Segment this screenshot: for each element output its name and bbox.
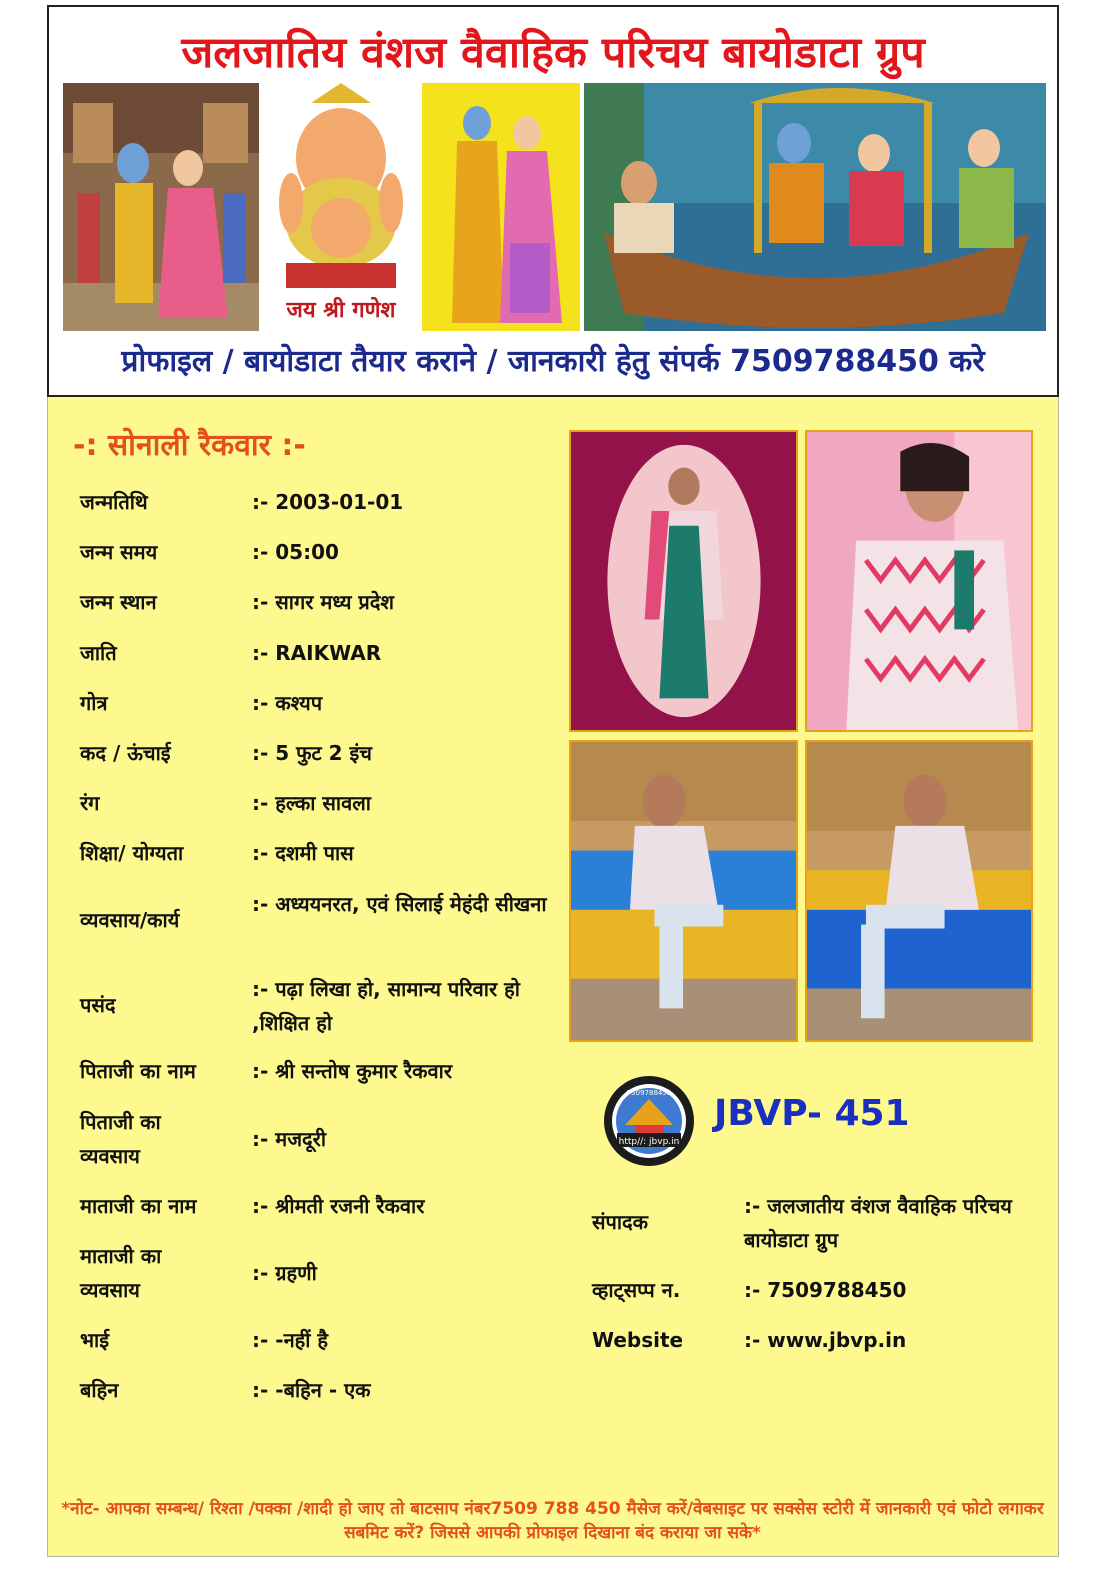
height-value: :- 5 फुट 2 इंच (252, 741, 373, 765)
complexion-value: :- हल्का सावला (252, 791, 371, 815)
footer-note: *नोट- आपका सम्बन्ध/ रिश्ता /पक्का /शादी हो जाए तो बाटसाप नंबर7509 788 450 मैसेज करें/वेबसाइट पर सक्सेस स्टोरी में जानकारी एवं फोटो लगाकर सबमिट करें? जिससे आपकी प्रोफाइल दिखाना बंद कराया जा सके* (61, 1499, 1044, 1543)
sister-label: बहिन (80, 1378, 119, 1402)
candidate-photo-3 (569, 740, 798, 1042)
website-link[interactable]: :- www.jbvp.in (744, 1328, 907, 1352)
contact-banner: प्रोफाइल / बायोडाटा तैयार कराने / जानकारी हेतु संपर्क 7509788450 करे (121, 344, 985, 379)
birth-time-value: :- 05:00 (252, 540, 339, 564)
gotra-label: गोत्र (80, 691, 108, 715)
caste-label: जाति (80, 641, 117, 665)
education-label: शिक्षा/ योग्यता (80, 841, 184, 865)
father-occupation-value: :- मजदूरी (252, 1127, 327, 1151)
complexion-label: रंग (80, 791, 100, 815)
preference-value: :- पढ़ा लिखा हो, सामान्य परिवार हो ,शिक्षित हो (252, 977, 520, 1035)
group-title: जलजातिय वंशज वैवाहिक परिचय बायोडाटा ग्रुप (181, 28, 925, 78)
logo-url-text: http//: jbvp.in (618, 1137, 680, 1147)
candidate-photo-1 (569, 430, 798, 732)
mother-name-label: माताजी का नाम (80, 1194, 197, 1218)
header-banner (47, 5, 1059, 397)
birth-place-value: :- सागर मध्य प्रदेश (252, 590, 395, 614)
father-name-value: :- श्री सन्तोष कुमार रैकवार (252, 1059, 453, 1083)
jbvp-logo (603, 1075, 695, 1167)
sister-value: :- -बहिन - एक (252, 1378, 371, 1402)
mother-occupation-value: :- ग्रहणी (252, 1261, 317, 1285)
editor-value: :- जलजातीय वंशज वैवाहिक परिचय बायोडाटा ग्रुप (744, 1194, 1012, 1252)
mother-name-value: :- श्रीमती रजनी रैकवार (252, 1194, 425, 1218)
father-name-label: पिताजी का नाम (80, 1059, 196, 1083)
dob-value: :- 2003-01-01 (252, 490, 404, 514)
brother-value: :- -नहीं है (252, 1328, 329, 1352)
birth-time-label: जन्म समय (80, 540, 158, 564)
mother-occupation-label: माताजी का व्यवसाय (80, 1244, 162, 1302)
occupation-label: व्यवसाय/कार्य (80, 908, 180, 932)
boat-scene-image (584, 83, 1046, 331)
birth-place-label: जन्म स्थान (80, 590, 157, 614)
whatsapp-value: :- 7509788450 (744, 1278, 907, 1302)
candidate-name-heading: -: सोनाली रैकवार :- (73, 428, 306, 463)
height-label: कद / ऊंचाई (80, 741, 171, 765)
dob-label: जन्मतिथि (80, 490, 148, 514)
candidate-photo-4 (805, 740, 1033, 1042)
caste-value: :- RAIKWAR (252, 641, 382, 665)
education-value: :- दशमी पास (252, 841, 354, 865)
website-label: Website (592, 1328, 684, 1352)
ram-sita-standing-image (422, 83, 580, 331)
logo-phone-text: 7509788450 (626, 1089, 672, 1097)
ganesh-image (261, 83, 421, 293)
brother-label: भाई (80, 1328, 110, 1352)
profile-code: JBVP- 451 (714, 1093, 910, 1134)
preference-label: पसंद (80, 993, 116, 1017)
gotra-value: :- कश्यप (252, 691, 323, 715)
ram-sita-wedding-image (63, 83, 259, 331)
father-occupation-label: पिताजी का व्यवसाय (80, 1110, 161, 1168)
candidate-photo-2 (805, 430, 1033, 732)
editor-label: संपादक (592, 1210, 649, 1234)
occupation-value: :- अध्ययनरत, एवं सिलाई मेहंदी सीखना (252, 892, 547, 916)
ganesh-caption: जय श्री गणेश (286, 298, 396, 323)
whatsapp-label: व्हाट्सप्प न. (592, 1278, 681, 1302)
